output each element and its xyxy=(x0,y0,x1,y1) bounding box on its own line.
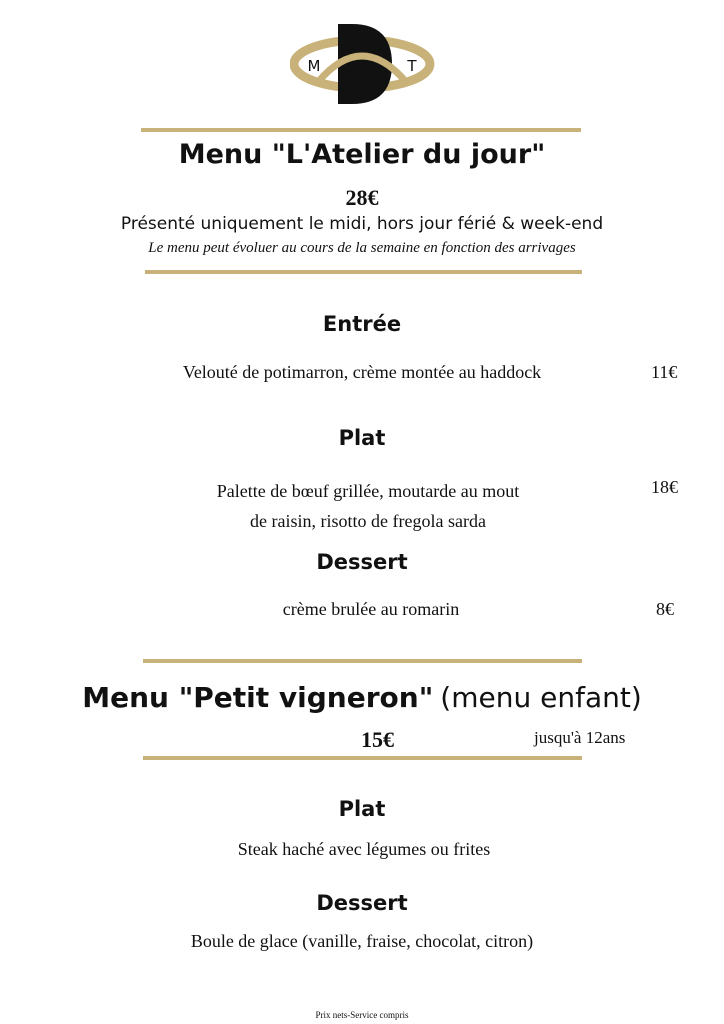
dish-dessert: crème brulée au romarin xyxy=(282,599,460,619)
menu2-price: 15€ xyxy=(361,727,394,752)
menu1-header-divider xyxy=(145,270,582,274)
restaurant-logo xyxy=(290,18,435,110)
menu2-dish-dessert: Boule de glace (vanille, fraise, chocolat, citron) xyxy=(190,931,534,951)
menu2-section-heading-plat: Plat xyxy=(338,797,386,821)
footer-note: Prix nets-Service compris xyxy=(315,1010,409,1020)
price-entree: 11€ xyxy=(651,362,678,382)
menu2-title-main: Menu "Petit vigneron" xyxy=(82,681,434,714)
price-dessert: 8€ xyxy=(656,599,674,619)
price-plat: 18€ xyxy=(651,477,678,497)
section-heading-plat: Plat xyxy=(338,426,386,450)
menu2-title xyxy=(0,681,724,715)
dish-plat-line2: de raisin, risotto de fregola sarda xyxy=(250,511,486,531)
menu1-title: Menu "L'Atelier du jour" xyxy=(178,139,546,170)
menu1-price: 28€ xyxy=(345,185,379,210)
menu2-section-heading-dessert: Dessert xyxy=(316,891,408,915)
dish-plat-line1: Palette de bœuf grillée, moutarde au mout xyxy=(216,481,520,501)
menu1-subtitle: Présenté uniquement le midi, hors jour férié & week-end xyxy=(120,214,604,234)
section-heading-entree: Entrée xyxy=(322,312,402,336)
top-divider xyxy=(141,128,581,132)
logo-emblem-icon xyxy=(290,18,435,110)
menu2-dish-plat: Steak haché avec légumes ou frites xyxy=(237,839,491,859)
logo-letter-left: M xyxy=(307,57,321,75)
menu2-age-note: jusqu'à 12ans xyxy=(534,728,626,747)
logo-letter-right: T xyxy=(407,57,417,75)
menu1-note: Le menu peut évoluer au cours de la semaine en fonction des arrivages xyxy=(148,240,576,256)
menu2-top-divider xyxy=(143,659,582,663)
dish-entree: Velouté de potimarron, crème montée au haddock xyxy=(182,362,542,382)
section-heading-dessert: Dessert xyxy=(316,550,408,574)
menu2-header-divider xyxy=(143,756,582,760)
menu2-title-subtitle: (menu enfant) xyxy=(440,681,642,714)
